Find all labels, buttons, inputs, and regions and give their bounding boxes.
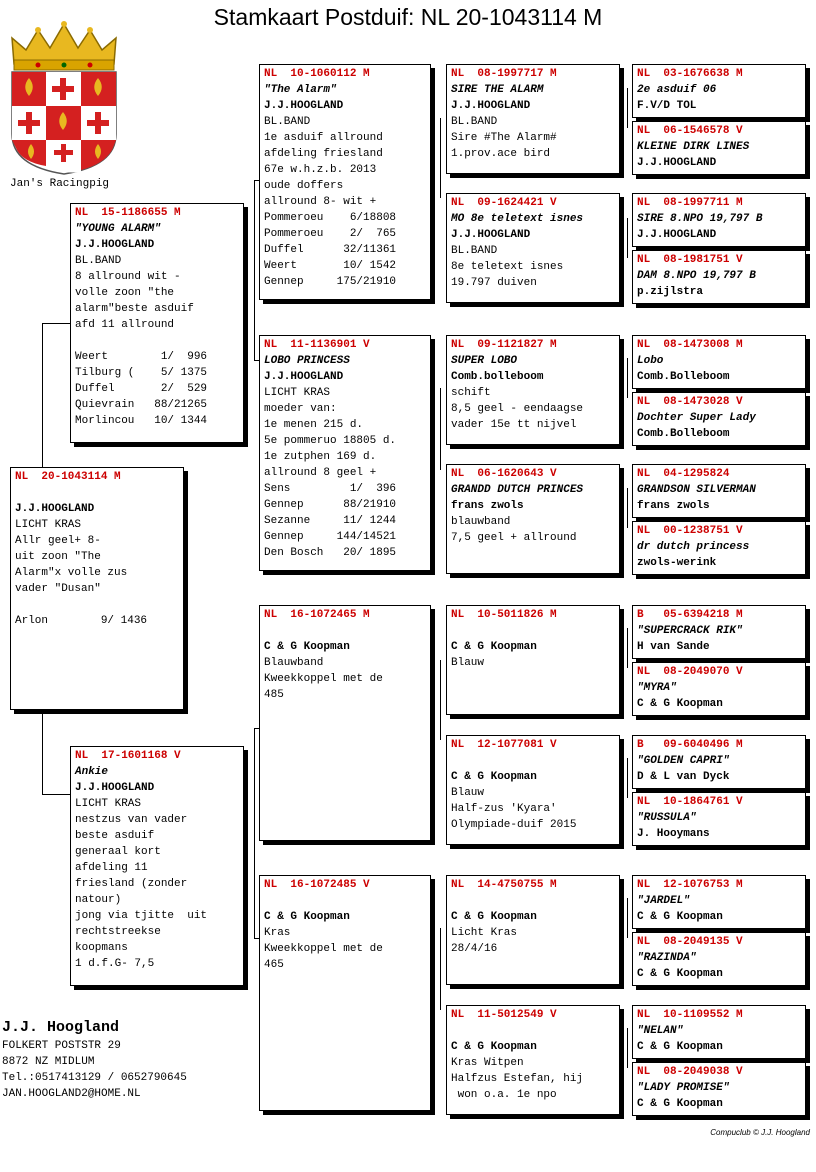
ring-number: B 05-6394218 M	[637, 609, 743, 621]
connector-line	[627, 488, 628, 528]
info-line: Gennep 175/21910	[264, 276, 397, 288]
pedigree-card-gen4	[632, 1062, 806, 1116]
ring-number: NL 04-1295824	[637, 468, 730, 480]
info-line: 485	[264, 689, 284, 701]
owner-name: J.J.HOOGLAND	[451, 229, 531, 241]
ring-number: NL 06-1620643 V	[451, 468, 557, 480]
connector-line	[627, 1028, 628, 1068]
pigeon-name: SIRE THE ALARM	[451, 84, 544, 96]
info-line: nestzus van vader	[75, 814, 188, 826]
info-line: 5e pommeruo 18805 d.	[264, 435, 397, 447]
info-line: schift	[451, 387, 491, 399]
info-line: 1e menen 215 d.	[264, 419, 364, 431]
pedigree-card-gen3	[446, 464, 620, 574]
pigeon-name: LOBO PRINCESS	[264, 355, 350, 367]
info-line: Blauw	[451, 657, 485, 669]
ring-number: NL 08-2049070 V	[637, 666, 743, 678]
pedigree-card-gen4	[632, 64, 806, 118]
info-line: Arlon 9/ 1436	[15, 615, 148, 627]
pigeon-name: Ankie	[75, 766, 109, 778]
pedigree-card-gen4	[632, 193, 806, 247]
owner-name: J.J.HOOGLAND	[637, 157, 717, 169]
info-line: friesland (zonder	[75, 878, 188, 890]
owner-name: H van Sande	[637, 641, 710, 653]
connector-line	[627, 358, 628, 398]
info-line	[15, 597, 179, 613]
info-line: Tilburg ( 5/ 1375	[75, 367, 208, 379]
ring-number: NL 12-1076753 M	[637, 879, 743, 891]
info-line: oude doffers	[264, 180, 344, 192]
ring-number: B 09-6040496 M	[637, 739, 743, 751]
pedigree-card-gen3	[446, 735, 620, 845]
ring-number: NL 16-1072465 M	[264, 609, 370, 621]
pigeon-name: "The Alarm"	[264, 84, 337, 96]
pigeon-name: 2e asduif 06	[637, 84, 717, 96]
ring-number: NL 15-1186655 M	[75, 207, 181, 219]
breeder-email: JAN.HOOGLAND2@HOME.NL	[2, 1088, 141, 1100]
info-line: 1e zutphen 169 d.	[264, 451, 377, 463]
footer-credit: Compuclub © J.J. Hoogland	[710, 1128, 810, 1137]
pedigree-card-gen4	[632, 464, 806, 518]
info-line: Duffel 32/11361	[264, 244, 397, 256]
pedigree-card-gen4	[632, 875, 806, 929]
info-line: Allr geel+ 8-	[15, 535, 101, 547]
info-line: generaal kort	[75, 846, 161, 858]
info-line: vader 15e tt nijvel	[451, 419, 577, 431]
pedigree-card-gen4	[632, 392, 806, 446]
pigeon-name	[451, 623, 615, 639]
info-line: Licht Kras	[451, 927, 518, 939]
ring-number: NL 10-1060112 M	[264, 68, 370, 80]
info-line: 465	[264, 959, 284, 971]
pedigree-card-gen3	[446, 64, 620, 174]
ring-number: NL 08-2049135 V	[637, 936, 743, 948]
owner-name: C & G Koopman	[264, 911, 350, 923]
info-line: BL.BAND	[264, 116, 311, 128]
info-line: alarm"beste asduif	[75, 303, 194, 315]
ring-number: NL 11-5012549 V	[451, 1009, 557, 1021]
info-line: beste asduif	[75, 830, 155, 842]
info-line: Den Bosch 20/ 1895	[264, 547, 397, 559]
pigeon-name: "JARDEL"	[637, 895, 690, 907]
info-line: Kweekkoppel met de	[264, 943, 383, 955]
owner-name: frans zwols	[637, 500, 710, 512]
info-line: Sens 1/ 396	[264, 483, 397, 495]
ring-number: NL 14-4750755 M	[451, 879, 557, 891]
info-line: 1 d.f.G- 7,5	[75, 958, 155, 970]
pedigree-card-sire-dam	[259, 335, 431, 571]
owner-name: C & G Koopman	[637, 968, 723, 980]
ring-number: NL 08-1997717 M	[451, 68, 557, 80]
ring-number: NL 08-2049038 V	[637, 1066, 743, 1078]
pigeon-name: SIRE 8.NPO 19,797 B	[637, 213, 763, 225]
info-line: afdeling friesland	[264, 148, 383, 160]
info-line: Pommeroeu 2/ 765	[264, 228, 397, 240]
connector-line	[627, 218, 628, 258]
connector-line	[254, 728, 255, 938]
owner-name: C & G Koopman	[637, 1041, 723, 1053]
info-line: 19.797 duiven	[451, 277, 537, 289]
ring-number: NL 10-1864761 V	[637, 796, 743, 808]
ring-number: NL 08-1981751 V	[637, 254, 743, 266]
owner-name: F.V/D TOL	[637, 100, 697, 112]
info-line: Gennep 88/21910	[264, 499, 397, 511]
pigeon-name: MO 8e teletext isnes	[451, 213, 584, 225]
page-title: Stamkaart Postduif: NL 20-1043114 M	[213, 4, 603, 30]
info-line	[75, 333, 239, 349]
info-line: Morlincou 10/ 1344	[75, 415, 208, 427]
info-line: LICHT KRAS	[264, 387, 331, 399]
ring-number: NL 00-1238751 V	[637, 525, 743, 537]
pigeon-name	[451, 753, 615, 769]
info-line: Sire #The Alarm#	[451, 132, 557, 144]
pigeon-name: "LADY PROMISE"	[637, 1082, 730, 1094]
ring-number: NL 10-5011826 M	[451, 609, 557, 621]
owner-name: Comb.bolleboom	[451, 371, 544, 383]
pedigree-card-gen4	[632, 250, 806, 304]
pigeon-name: GRANDSON SILVERMAN	[637, 484, 756, 496]
owner-name: C & G Koopman	[637, 698, 723, 710]
info-line: Quievrain 88/21265	[75, 399, 208, 411]
pigeon-name: "MYRA"	[637, 682, 677, 694]
info-line: 67e w.h.z.b. 2013	[264, 164, 377, 176]
pigeon-name	[15, 485, 179, 501]
owner-name: J.J.HOOGLAND	[451, 100, 531, 112]
owner-name: C & G Koopman	[637, 911, 723, 923]
info-line: 8 allround wit -	[75, 271, 181, 283]
pigeon-name	[451, 1023, 615, 1039]
pedigree-card-sire	[70, 203, 244, 443]
pedigree-card-gen3	[446, 1005, 620, 1115]
pedigree-card-dam-dam	[259, 875, 431, 1111]
breeder-name: J.J. Hoogland	[2, 1019, 120, 1036]
connector-line	[440, 388, 441, 470]
info-line: BL.BAND	[75, 255, 122, 267]
owner-name: C & G Koopman	[451, 911, 537, 923]
pedigree-card-gen3	[446, 193, 620, 303]
info-line: Halfzus Estefan, hij	[451, 1073, 584, 1085]
ring-number: NL 06-1546578 V	[637, 125, 743, 137]
connector-line	[440, 660, 441, 740]
pigeon-name: "NELAN"	[637, 1025, 684, 1037]
pigeon-name: Dochter Super Lady	[637, 412, 756, 424]
connector-line	[440, 928, 441, 1010]
pigeon-name	[451, 893, 615, 909]
breeder-city: 8872 NZ MIDLUM	[2, 1056, 95, 1068]
info-line: afd 11 allround	[75, 319, 175, 331]
connector-line	[440, 118, 441, 198]
owner-name: C & G Koopman	[451, 641, 537, 653]
pigeon-name: "RAZINDA"	[637, 952, 697, 964]
pigeon-name: KLEINE DIRK LINES	[637, 141, 750, 153]
ring-number: NL 17-1601168 V	[75, 750, 181, 762]
pedigree-card-subject	[10, 467, 184, 710]
info-line: Weert 10/ 1542	[264, 260, 397, 272]
info-line: 7,5 geel + allround	[451, 532, 577, 544]
ring-number: NL 20-1043114 M	[15, 471, 121, 483]
owner-name: J.J.HOOGLAND	[75, 782, 155, 794]
pedigree-card-gen3	[446, 605, 620, 715]
connector-line	[42, 323, 43, 468]
info-line: BL.BAND	[451, 245, 498, 257]
connector-line	[42, 794, 70, 795]
connector-line	[254, 180, 255, 360]
pigeon-name: GRANDD DUTCH PRINCES	[451, 484, 584, 496]
owner-name: J.J.HOOGLAND	[264, 100, 344, 112]
info-line: LICHT KRAS	[75, 798, 142, 810]
owner-name: J.J.HOOGLAND	[75, 239, 155, 251]
owner-name: p.zijlstra	[637, 286, 704, 298]
connector-line	[627, 628, 628, 668]
info-line: Olympiade-duif 2015	[451, 819, 577, 831]
connector-line	[42, 323, 70, 324]
pedigree-card-gen4	[632, 121, 806, 175]
pedigree-card-gen4	[632, 662, 806, 716]
connector-line	[42, 714, 43, 794]
crest-caption: Jan's Racingpig	[10, 178, 110, 190]
info-line: Blauwband	[264, 657, 324, 669]
info-line: Duffel 2/ 529	[75, 383, 208, 395]
pigeon-name	[264, 623, 426, 639]
ring-number: NL 08-1997711 M	[637, 197, 743, 209]
breeder-info	[2, 1018, 187, 1102]
pedigree-card-dam-sire	[259, 605, 431, 841]
ring-number: NL 16-1072485 V	[264, 879, 370, 891]
breeder-phone: Tel.:0517413129 / 0652790645	[2, 1072, 187, 1084]
info-line: Pommeroeu 6/18808	[264, 212, 397, 224]
info-line: Kras Witpen	[451, 1057, 524, 1069]
info-line: Weert 1/ 996	[75, 351, 208, 363]
pedigree-card-gen3	[446, 335, 620, 445]
info-line: allround 8 geel +	[264, 467, 377, 479]
info-line: 28/4/16	[451, 943, 498, 955]
owner-name: zwols-werink	[637, 557, 717, 569]
info-line: BL.BAND	[451, 116, 498, 128]
owner-name: Comb.Bolleboom	[637, 428, 730, 440]
pigeon-name: dr dutch princess	[637, 541, 750, 553]
owner-name: J. Hooymans	[637, 828, 710, 840]
pigeon-name: Lobo	[637, 355, 664, 367]
info-line: 8,5 geel - eendaagse	[451, 403, 584, 415]
pedigree-card-gen4	[632, 521, 806, 575]
info-line: volle zoon "the	[75, 287, 175, 299]
pedigree-card-gen4	[632, 335, 806, 389]
pedigree-card-gen4	[632, 605, 806, 659]
pigeon-name: "GOLDEN CAPRI"	[637, 755, 730, 767]
pedigree-card-gen3	[446, 875, 620, 985]
owner-name: J.J.HOOGLAND	[15, 503, 95, 515]
info-line: 1e asduif allround	[264, 132, 383, 144]
pigeon-name: "RUSSULA"	[637, 812, 697, 824]
pedigree-card-gen4	[632, 1005, 806, 1059]
info-line: vader "Dusan"	[15, 583, 101, 595]
info-line: allround 8- wit +	[264, 196, 377, 208]
pedigree-card-dam	[70, 746, 244, 986]
info-line: Sezanne 11/ 1244	[264, 515, 397, 527]
ring-number: NL 12-1077081 V	[451, 739, 557, 751]
info-line: uit zoon "The	[15, 551, 101, 563]
connector-line	[627, 758, 628, 798]
info-line: Kras	[264, 927, 291, 939]
info-line: won o.a. 1e npo	[451, 1089, 557, 1101]
owner-name: C & G Koopman	[264, 641, 350, 653]
pigeon-name: "SUPERCRACK RIK"	[637, 625, 743, 637]
owner-name: D & L van Dyck	[637, 771, 730, 783]
pedigree-card-sire-sire	[259, 64, 431, 300]
ring-number: NL 10-1109552 M	[637, 1009, 743, 1021]
pigeon-name	[264, 893, 426, 909]
pedigree-card-gen4	[632, 792, 806, 846]
owner-name: frans zwols	[451, 500, 524, 512]
ring-number: NL 11-1136901 V	[264, 339, 370, 351]
coat-of-arms-logo	[8, 16, 120, 176]
info-line: 8e teletext isnes	[451, 261, 564, 273]
owner-name: J.J.HOOGLAND	[264, 371, 344, 383]
info-line: moeder van:	[264, 403, 337, 415]
pedigree-card-gen4	[632, 735, 806, 789]
owner-name: C & G Koopman	[451, 1041, 537, 1053]
connector-line	[627, 88, 628, 128]
ring-number: NL 09-1624421 V	[451, 197, 557, 209]
info-line: Blauw	[451, 787, 485, 799]
pigeon-name: "YOUNG ALARM"	[75, 223, 161, 235]
owner-name: J.J.HOOGLAND	[637, 229, 717, 241]
connector-line	[627, 898, 628, 938]
pigeon-name: SUPER LOBO	[451, 355, 518, 367]
info-line: natour)	[75, 894, 122, 906]
owner-name: Comb.Bolleboom	[637, 371, 730, 383]
ring-number: NL 08-1473028 V	[637, 396, 743, 408]
ring-number: NL 09-1121827 M	[451, 339, 557, 351]
owner-name: C & G Koopman	[637, 1098, 723, 1110]
info-line: jong via tjitte uit	[75, 910, 208, 922]
pigeon-name: DAM 8.NPO 19,797 B	[637, 270, 756, 282]
info-line: blauwband	[451, 516, 511, 528]
pedigree-card-gen4	[632, 932, 806, 986]
owner-name: C & G Koopman	[451, 771, 537, 783]
info-line: Alarm"x volle zus	[15, 567, 128, 579]
info-line: 1.prov.ace bird	[451, 148, 551, 160]
ring-number: NL 03-1676638 M	[637, 68, 743, 80]
info-line: LICHT KRAS	[15, 519, 82, 531]
info-line: rechtstreekse	[75, 926, 161, 938]
ring-number: NL 08-1473008 M	[637, 339, 743, 351]
breeder-address: FOLKERT POSTSTR 29	[2, 1040, 121, 1052]
info-line: Gennep 144/14521	[264, 531, 397, 543]
info-line: Half-zus 'Kyara'	[451, 803, 557, 815]
info-line: Kweekkoppel met de	[264, 673, 383, 685]
info-line: afdeling 11	[75, 862, 148, 874]
info-line: koopmans	[75, 942, 128, 954]
